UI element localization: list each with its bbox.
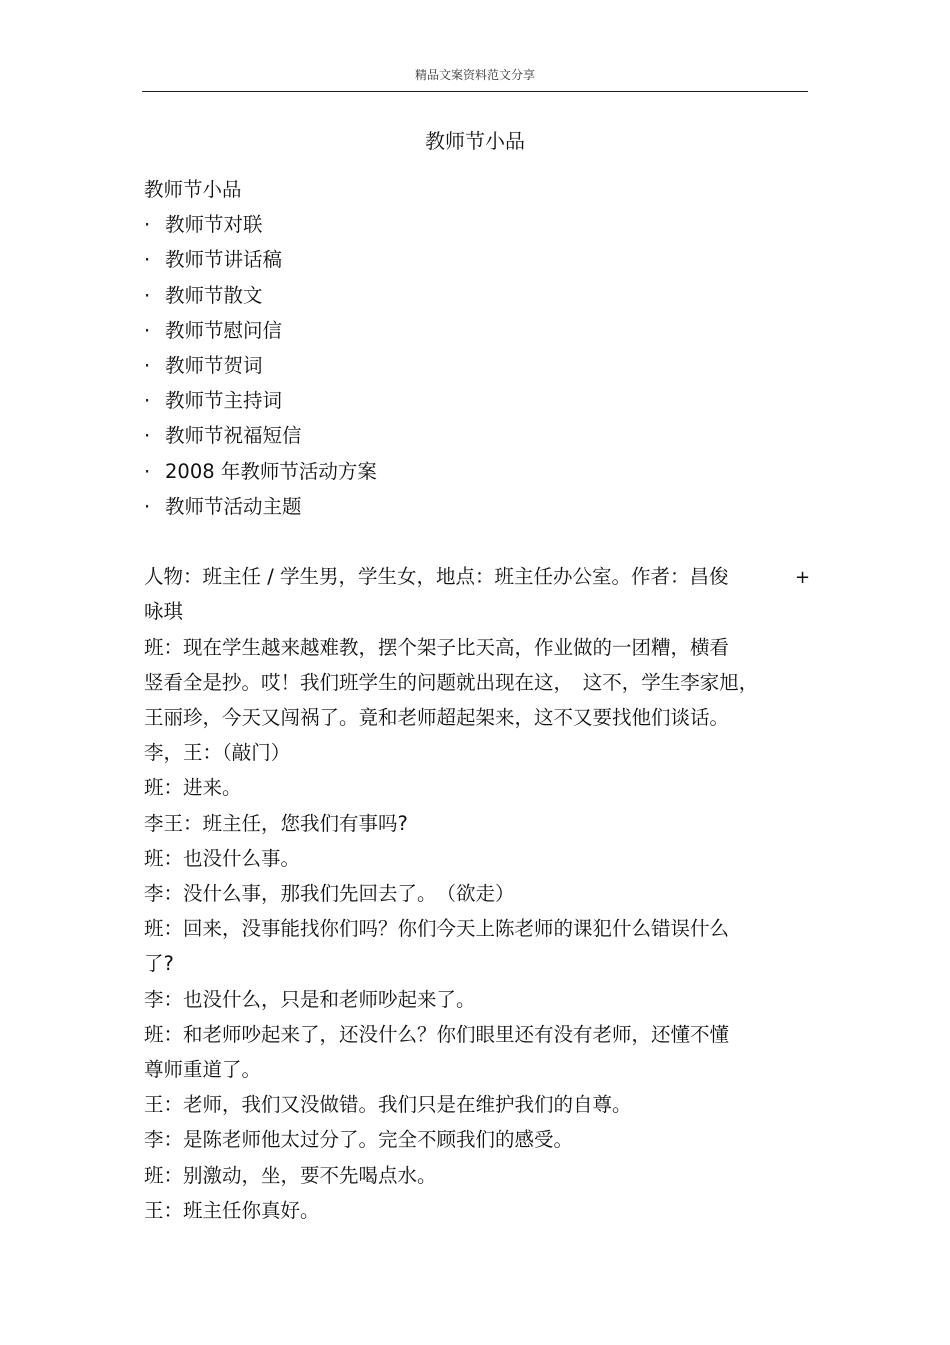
dialogue-line: 李：是陈老师他太过分了。完全不顾我们的感受。	[144, 1128, 574, 1152]
bullet-icon: ·	[144, 318, 151, 342]
toc-item-label: 教师节散文	[165, 283, 263, 307]
bullet-icon: ·	[144, 248, 151, 272]
toc-item-label: 教师节主持词	[165, 389, 283, 413]
toc-item	[144, 313, 794, 348]
dialogue-line: 王：老师，我们又没做错。我们只是在维护我们的自尊。	[144, 1093, 632, 1117]
bullet-icon: ·	[144, 494, 151, 518]
dialogue-line: 班：别激动，坐，要不先喝点水。	[144, 1163, 437, 1187]
bullet-icon: ·	[144, 424, 151, 448]
dialogue-line: 王丽珍，今天又闯祸了。竟和老师超起架来，这不又要找他们谈话。	[144, 706, 730, 730]
dialogue-line: 李，王：（敲门）	[144, 741, 291, 765]
toc-item	[144, 383, 794, 418]
toc-item	[144, 454, 794, 489]
toc-item-label: 教师节贺词	[165, 354, 263, 378]
toc-item-label: 教师节对联	[165, 213, 263, 237]
page-header: 精品文案资料范文分享	[414, 68, 535, 82]
bullet-icon: ·	[144, 283, 151, 307]
toc-item	[144, 418, 794, 453]
cast-line: 人物：班主任 / 学生男，学生女，地点：班主任办公室。作者：昌俊	[144, 565, 729, 589]
header-divider	[142, 91, 808, 92]
toc-heading: 教师节小品	[144, 178, 242, 201]
toc-item-label: 教师节讲话稿	[165, 248, 283, 272]
toc-item-label: 教师节祝福短信	[165, 424, 302, 448]
bullet-icon: ·	[144, 389, 151, 413]
dialogue-line: 竖看全是抄。哎！我们班学生的问题就出现在这， 这不，学生李家旭，	[144, 670, 759, 694]
document-body	[144, 172, 794, 1228]
dialogue-line: 班：也没什么事。	[144, 846, 301, 870]
dialogue-line: 尊师重道了。	[144, 1058, 262, 1082]
bullet-icon: ·	[144, 213, 151, 237]
margin-plus-mark: +	[795, 567, 811, 588]
dialogue-line: 李：没什么事，那我们先回去了。 （欲走）	[144, 882, 515, 906]
section-spacer	[144, 524, 794, 559]
bullet-icon: ·	[144, 459, 151, 483]
toc-item	[144, 348, 794, 383]
dialogue-line: 李王：班主任，您我们有事吗?	[144, 811, 408, 835]
dialogue-line: 李：也没什么，只是和老师吵起来了。	[144, 987, 476, 1011]
dialogue-line: 了?	[144, 952, 174, 976]
document-title: 教师节小品	[425, 129, 525, 153]
cast-line: 咏琪	[144, 600, 184, 624]
dialogue-line: 班：现在学生越来越难教，摆个架子比天高，作业做的一团糟，横看	[144, 635, 730, 659]
bullet-icon: ·	[144, 354, 151, 378]
toc-item-label: 教师节活动主题	[165, 494, 302, 518]
toc-item	[144, 207, 794, 242]
toc-item	[144, 242, 794, 277]
toc-item-label: 2008 年教师节活动方案	[165, 459, 377, 483]
dialogue-line: 班：回来，没事能找你们吗？你们今天上陈老师的课犯什么错误什么	[144, 917, 730, 941]
toc-item	[144, 489, 794, 524]
dialogue-line: 王：班主任你真好。	[144, 1198, 320, 1222]
toc-item	[144, 278, 794, 313]
toc-item-label: 教师节慰问信	[165, 318, 283, 342]
dialogue-line: 班：和老师吵起来了，还没什么？你们眼里还有没有老师，还懂不懂	[144, 1022, 730, 1046]
dialogue-line: 班：进来。	[144, 776, 242, 800]
